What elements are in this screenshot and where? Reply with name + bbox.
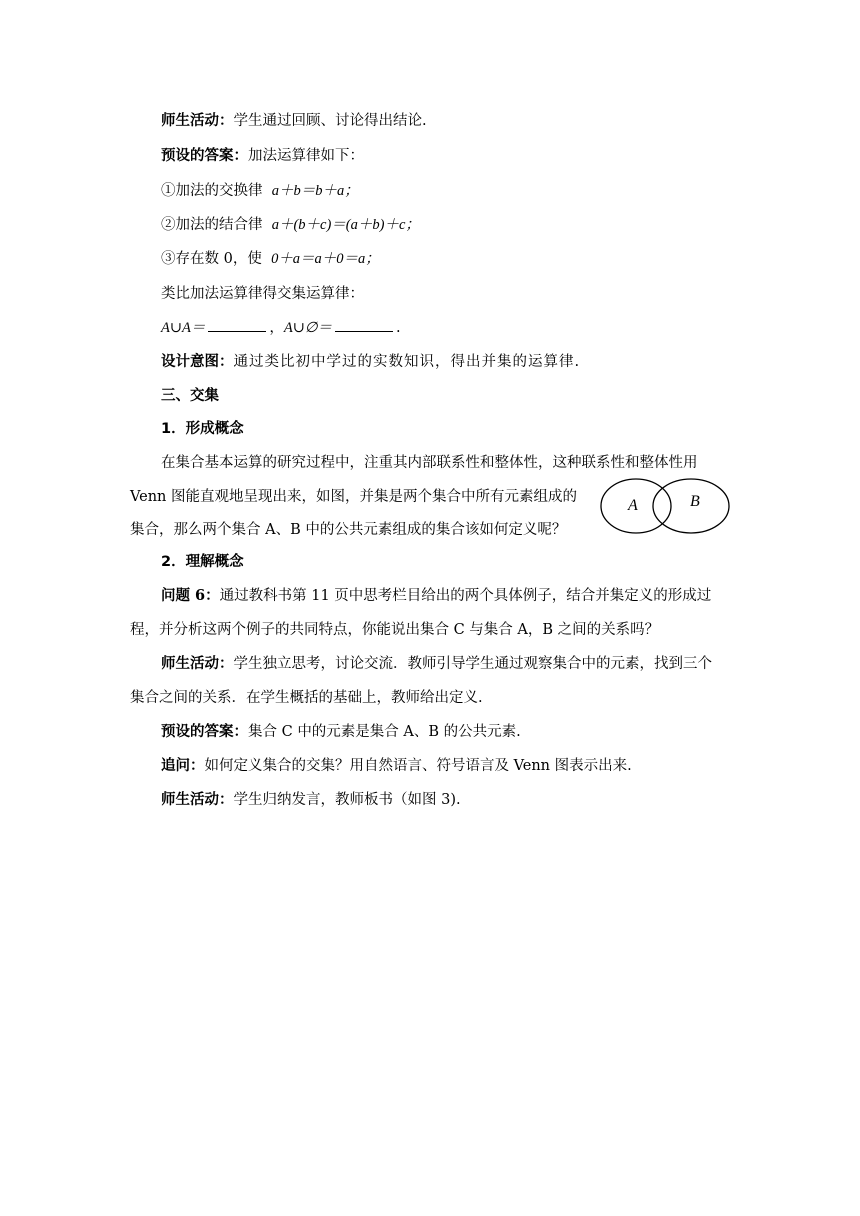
law-formula: 0＋a＝a＋0＝a；: [271, 251, 380, 267]
analogy-text: 类比加法运算律得交集运算律：: [161, 286, 364, 302]
activity-text: 学生归纳发言，教师板书（如图 3).: [233, 792, 461, 808]
question-text: 通过教科书第 11 页中思考栏目给出的两个具体例子，结合并集定义的形成过: [219, 588, 712, 604]
teacher-student-activity-2-cont: [130, 687, 483, 709]
follow-up-label: 追问：: [161, 757, 205, 774]
follow-up-text: 如何定义集合的交集？用自然语言、符号语言及 Venn 图表示出来.: [204, 758, 632, 774]
question-6-line-1: [161, 585, 711, 607]
answer-blank-1: [208, 317, 266, 332]
subheading-understand-concept: [161, 551, 244, 573]
venn-label-b: B: [690, 493, 700, 510]
answer-blank-2: [335, 317, 393, 332]
subheading-text: 1．形成概念: [161, 421, 244, 437]
commutative-law: [161, 180, 359, 202]
activity-text: 学生独立思考，讨论交流．教师引导学生通过观察集合中的元素，找到三个: [233, 656, 712, 672]
section-heading-text: 三、交集: [161, 388, 219, 404]
subheading-form-concept: [161, 418, 244, 440]
law-prefix: ②加法的结合律: [161, 217, 263, 233]
answer-text: 加法运算律如下：: [248, 148, 364, 164]
activity-text: 学生通过回顾、讨论得出结论.: [233, 113, 427, 129]
paragraph-text: 在集合基本运算的研究过程中，注重其内部联系性和整体性，这种联系性和整体性用: [161, 455, 698, 471]
question-label: 问题 6：: [161, 587, 220, 604]
separator: ，: [269, 320, 284, 336]
activity-text: 集合之间的关系．在学生概括的基础上，教师给出定义.: [130, 690, 483, 706]
paragraph-line-2: [130, 486, 577, 508]
associative-law: [161, 214, 420, 236]
question-6-line-2: [130, 619, 659, 641]
design-label: 设计意图：: [161, 354, 234, 370]
answer-label: 预设的答案：: [161, 723, 248, 740]
question-text: 程，并分析这两个例子的共同特点，你能说出集合 C 与集合 A，B 之间的关系吗？: [130, 622, 660, 638]
law-prefix: ③存在数 0，使: [161, 251, 262, 267]
activity-label: 师生活动：: [161, 655, 234, 672]
activity-label: 师生活动：: [161, 112, 234, 129]
answer-label: 预设的答案：: [161, 147, 248, 164]
union-laws-blanks: [161, 317, 401, 339]
venn-label-a: A: [628, 497, 638, 514]
law-prefix: ①加法的交换律: [161, 183, 263, 199]
design-intent: [161, 351, 580, 373]
law-formula: a＋(b＋c)＝(a＋b)＋c；: [271, 217, 420, 233]
paragraph-text: 集合，那么两个集合 A、B 中的公共元素组成的集合该如何定义呢？: [130, 522, 567, 538]
period: .: [396, 320, 401, 336]
section-heading-intersection: [161, 385, 219, 407]
activity-label: 师生活动：: [161, 791, 234, 808]
preset-answer-2: [161, 721, 521, 743]
union-empty-expression: A∪∅＝: [283, 320, 333, 336]
subheading-text: 2．理解概念: [161, 554, 244, 570]
follow-up-question: [161, 755, 632, 777]
union-self-expression: A∪A＝: [161, 320, 206, 336]
teacher-student-activity-1: [161, 110, 427, 132]
paragraph-line-3: [130, 519, 566, 541]
answer-text: 集合 C 中的元素是集合 A、B 的公共元素.: [248, 724, 521, 740]
paragraph-text: Venn 图能直观地呈现出来，如图，并集是两个集合中所有元素组成的: [130, 489, 578, 505]
teacher-student-activity-3: [161, 789, 461, 811]
venn-diagram: [598, 476, 732, 536]
analogy-line: [161, 283, 364, 305]
design-text: 通过类比初中学过的实数知识，得出并集的运算律.: [233, 354, 581, 370]
paragraph-line-1: [161, 452, 698, 474]
preset-answer-1: [161, 145, 364, 167]
teacher-student-activity-2: [161, 653, 712, 675]
identity-law: [161, 248, 380, 270]
law-formula: a＋b＝b＋a；: [271, 183, 359, 199]
